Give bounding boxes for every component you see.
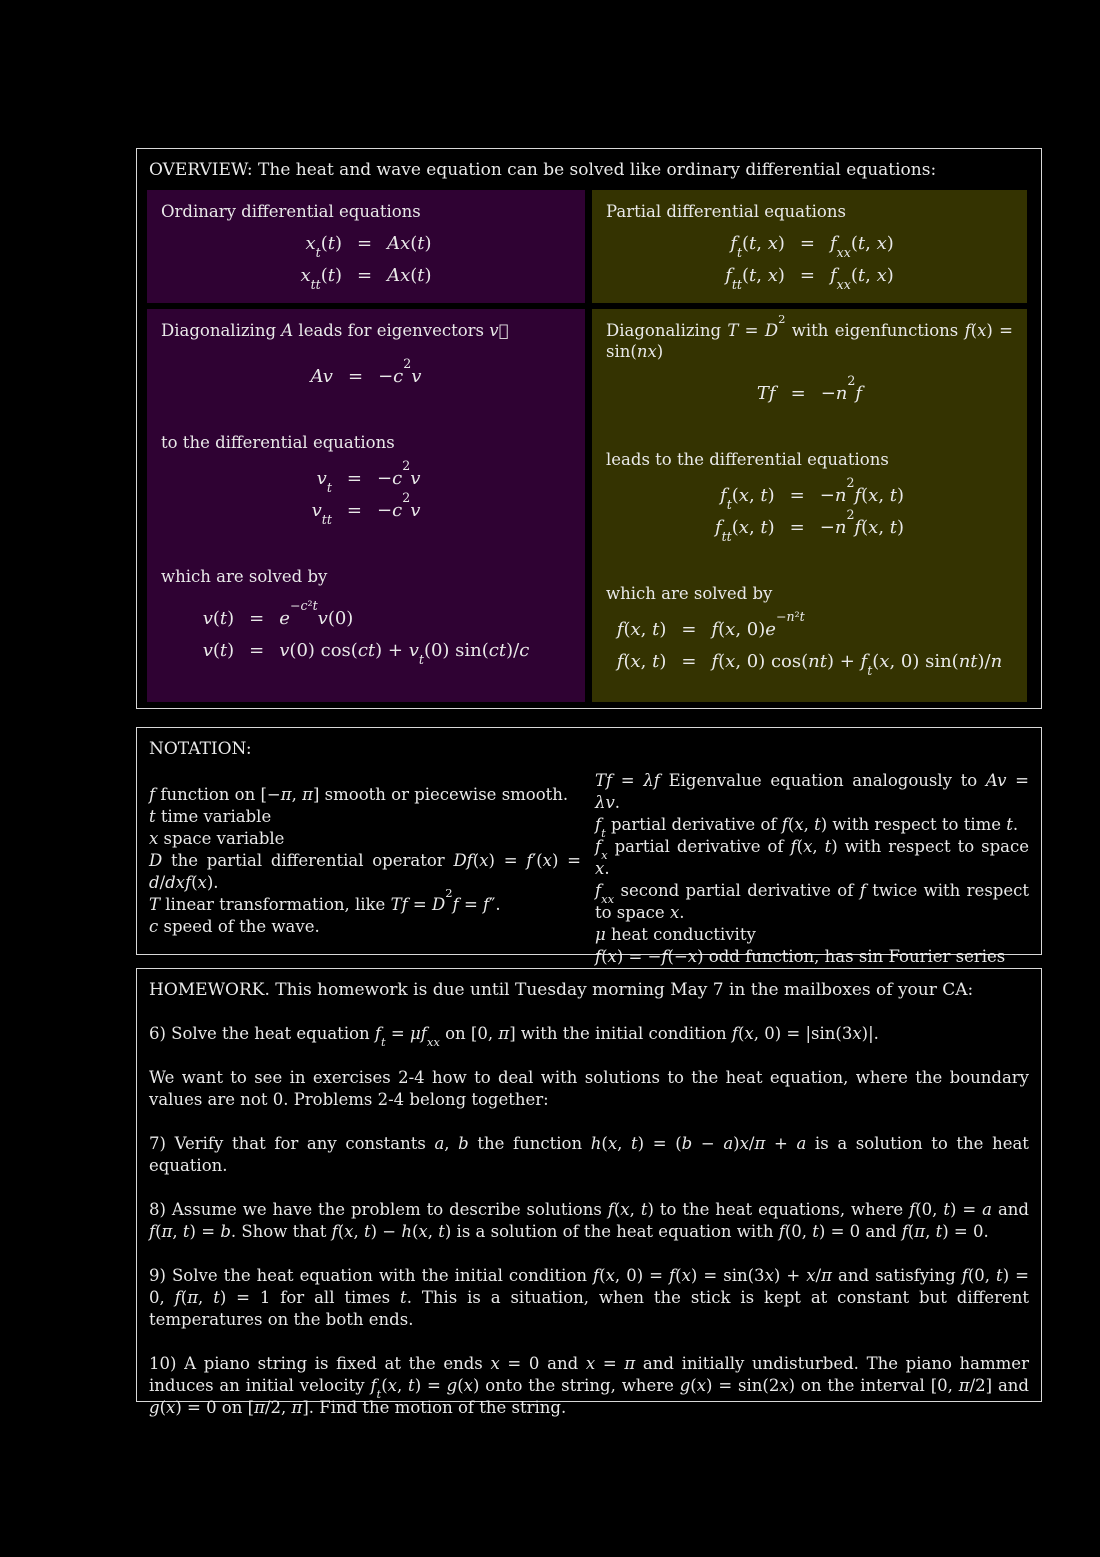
overview-panel — [136, 148, 1042, 709]
equals-sign: = — [357, 233, 373, 254]
homework-title: HOMEWORK. This homework is due until Tuesday morning May 7 in the mailboxes of your CA: — [149, 980, 974, 1000]
equation-lhs: $x_t(t)$ — [305, 233, 343, 260]
pde-diff-equations — [606, 475, 1013, 544]
notation-entry: $f_x$ partial derivative of f(x, t) with respect to space x. — [595, 837, 1029, 878]
equals-sign: = — [346, 468, 362, 489]
ode-heading: Ordinary differential equations — [161, 202, 421, 221]
pde-heading: Partial differential equations — [606, 202, 846, 221]
overview-title: OVERVIEW: The heat and wave equation can be solved like ordinary differential equations: — [149, 160, 937, 180]
notation-entry: x space variable — [149, 829, 285, 848]
pde-main-equations — [606, 232, 1013, 292]
equation-rhs: $-n^2f(x$, t) — [819, 475, 905, 506]
equation-lhs: Tf — [756, 383, 776, 404]
pde-solution-equations — [606, 609, 1013, 678]
equation-lhs: $v_t$ — [316, 468, 332, 495]
equals-sign: = — [799, 233, 815, 254]
equals-sign: = — [249, 640, 265, 661]
equation-lhs: $f_t(t$, x) — [730, 233, 785, 260]
notation-entry: f function on [−π, π] smooth or piecewise smooth. — [149, 785, 569, 804]
ode-to-text: to the differential equations — [161, 433, 395, 452]
equation-lhs: $x_{tt}(t)$ — [300, 265, 343, 292]
equation-rhs: Ax(t) — [387, 265, 432, 286]
equation-lhs: f(x, t) — [616, 651, 667, 672]
homework-item-6: 6) Solve the heat equation $f_t = \mu f_{xx}$ on [0, π] with the initial condition f(x, 0) = |sin(3x)|. — [149, 1024, 879, 1050]
equation-lhs: f(x, t) — [616, 619, 667, 640]
ode-solution-equations — [161, 598, 571, 667]
equation-rhs: $e^{-c^2t}v(0)$ — [279, 598, 354, 629]
notation-entry: D the partial differential operator Df(x) = f′(x) = d/dxf(x). — [149, 851, 581, 892]
equation-rhs: $-c^2v$ — [377, 458, 421, 489]
equals-sign: = — [789, 517, 805, 538]
equals-sign: = — [347, 366, 364, 387]
notation-right-column — [595, 770, 1029, 968]
equation-rhs: f(x, $0)e^{-n^2t}$ — [711, 609, 805, 640]
equation-rhs: $f_{xx}(t$, x) — [830, 265, 894, 292]
pde-to-text: leads to the differential equations — [606, 450, 889, 469]
equals-sign: = — [799, 265, 815, 286]
equals-sign: = — [681, 619, 697, 640]
equation-rhs: Ax(t) — [387, 233, 432, 254]
equals-sign: = — [790, 383, 806, 404]
equation-rhs: v(0) $\cos(ct) + v_t(0)$ sin(ct)/c — [279, 640, 530, 667]
homework-item-7: 7) Verify that for any constants a, b the function h(x, t) = (b − a)x/π + a is a solution to the heat equation. — [149, 1134, 1029, 1175]
equation-rhs: $-c^2v$ — [377, 490, 421, 521]
homework-item-8: 8) Assume we have the problem to describe solutions f(x, t) to the heat equations, where f(0, t) = a and f(π, t) = b. Show that f(x, t) − h(x, t) is a solution of the heat equation with f(0, t) = 0 and f(π, t) = 0. — [149, 1200, 1029, 1241]
homework-panel — [136, 968, 1042, 1417]
pde-diagonalizing-text: Diagonalizing $T = D^2$ with eigenfunctions f(x) = sin(nx) — [606, 312, 1013, 361]
ode-main-equations — [161, 232, 571, 292]
equation-rhs: f(x, 0) $\cos(nt) + f_t(x$, 0) sin(nt)/n — [711, 651, 1003, 678]
ode-diagonalizing-text: Diagonalizing A leads for eigenvectors v⃗ — [161, 321, 509, 340]
homework-item-9: 9) Solve the heat equation with the initial condition f(x, 0) = f(x) = sin(3x) + x/π and satisfying f(0, t) = 0, f(π, t) = 1 for all times t. This is a situation, when the stick is kept at constant but different temperatures on the both ends. — [149, 1266, 1029, 1329]
notation-entry: c speed of the wave. — [149, 917, 320, 936]
equation-lhs: $f_{tt}(x$, t) — [714, 517, 775, 544]
equals-sign: = — [357, 265, 373, 286]
notation-entry: $f_{xx}$ second partial derivative of f twice with respect to space x. — [595, 881, 1029, 922]
notation-entry: $f_t$ partial derivative of f(x, t) with respect to time t. — [595, 815, 1019, 841]
pde-definition-box — [592, 190, 1027, 303]
pde-solved-text: which are solved by — [606, 584, 773, 603]
equals-sign: = — [346, 500, 362, 521]
equation-lhs: v(t) — [202, 640, 235, 661]
notation-columns — [137, 760, 1041, 968]
equals-sign: = — [789, 485, 805, 506]
homework-body — [137, 1023, 1041, 1431]
notation-title: NOTATION: — [149, 739, 252, 759]
notation-entry: μ heat conductivity — [595, 925, 756, 944]
homework-item-10: 10) A piano string is fixed at the ends x = 0 and x = π and initially undisturbed. The piano hammer induces an initial velocity $f_t(x$, t) = g(x) onto the string, where g(x) = sin(2x) on the interval [0, π/2] and g(x) = 0 on [π/2, π]. Find the motion of the string. — [149, 1354, 1029, 1417]
equation-lhs: Av — [310, 366, 333, 387]
notation-entry: T linear transformation, like $Tf = D^2f = f''$. — [149, 886, 501, 914]
equation-lhs: $f_{tt}(t$, x) — [725, 265, 785, 292]
notation-entry: t time variable — [149, 807, 272, 826]
ode-definition-box — [147, 190, 585, 303]
pde-eigen-equation — [606, 373, 1013, 405]
homework-note: We want to see in exercises 2-4 how to deal with solutions to the heat equation, where the boundary values are not 0. Problems 2-4 belong together: — [149, 1068, 1029, 1109]
notation-panel — [136, 727, 1042, 966]
ode-diff-equations — [161, 458, 571, 527]
equation-rhs: $-n^2f$ — [820, 373, 863, 404]
ode-solved-text: which are solved by — [161, 567, 328, 586]
equation-lhs: v(t) — [202, 608, 235, 629]
equation-lhs: $v_{tt}$ — [311, 500, 332, 527]
notation-entry: f(x) = −f(−x) odd function, has sin Fourier series — [595, 947, 1006, 966]
pde-diagonalization-box — [592, 309, 1027, 702]
ode-diagonalization-box — [147, 309, 585, 702]
equals-sign: = — [249, 608, 265, 629]
equation-rhs: $-c^2v$ — [378, 356, 422, 387]
equation-rhs: $f_{xx}(t$, x) — [830, 233, 894, 260]
notation-entry: Tf = λf Eigenvalue equation analogously to Av = λv. — [595, 771, 1029, 812]
ode-eigen-equation — [161, 356, 571, 388]
notation-left-column — [149, 784, 581, 968]
equals-sign: = — [681, 651, 697, 672]
equation-lhs: $f_t(x$, t) — [720, 485, 775, 512]
equation-rhs: $-n^2f(x$, t) — [819, 507, 905, 538]
